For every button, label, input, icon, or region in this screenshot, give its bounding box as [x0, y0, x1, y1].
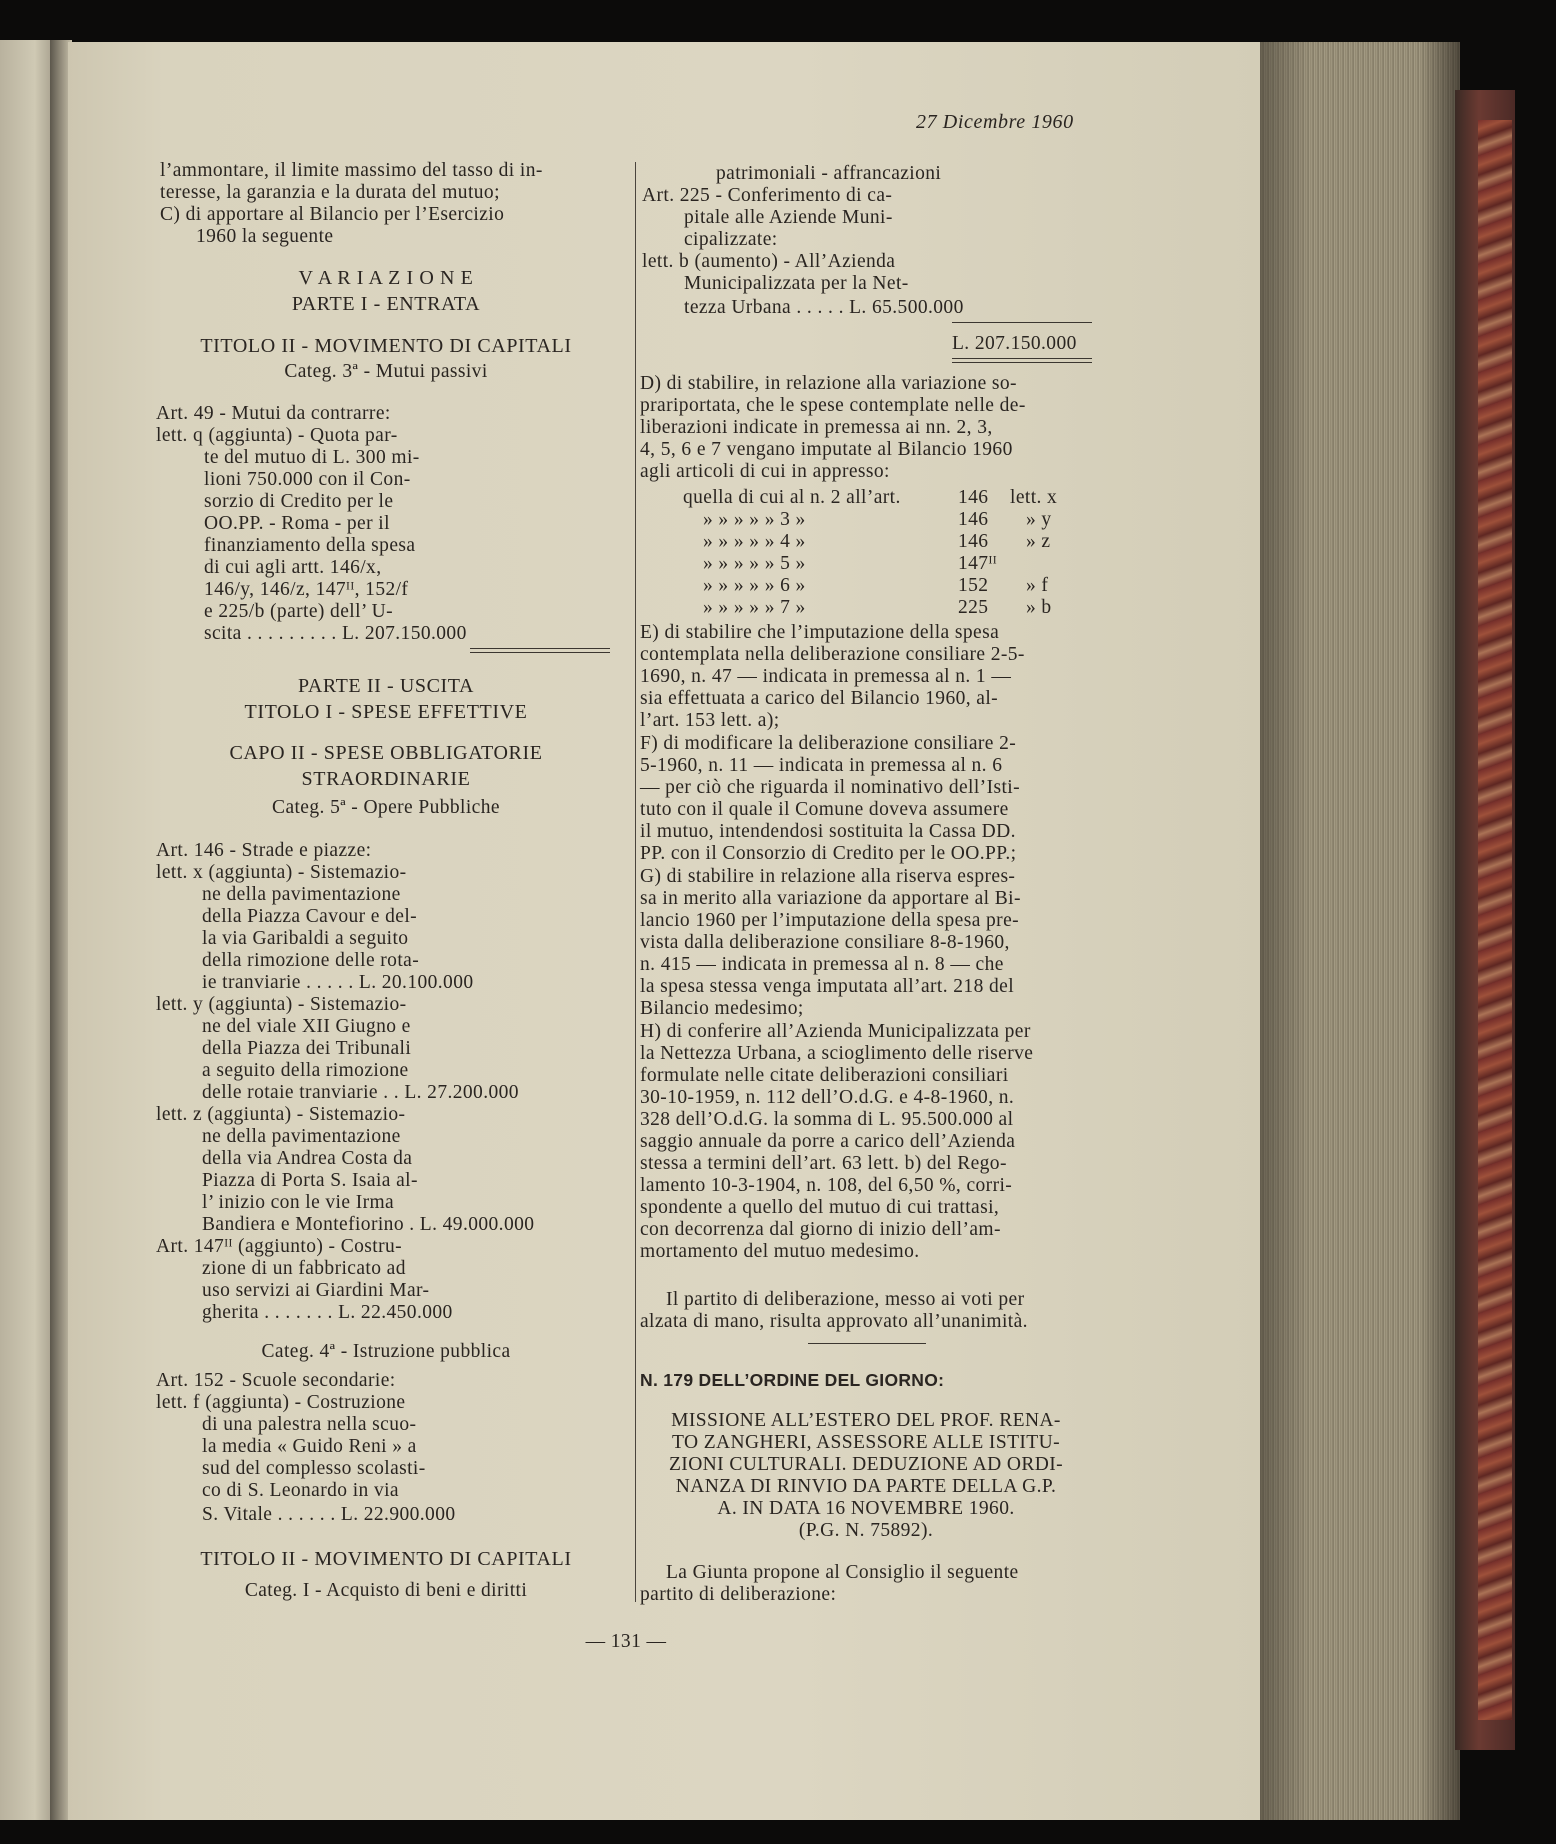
- marbled-cover-edge: [1478, 120, 1512, 1720]
- art-146-amount-line: delle rotaie tranviarie . . L. 27.200.000: [202, 1082, 519, 1103]
- art-146-line: a seguito della rimozione: [202, 1060, 409, 1081]
- titolo-spese-heading: TITOLO I - SPESE EFFETTIVE: [244, 701, 528, 723]
- art-225-line: lett. b (aumento) - All’Azienda: [642, 251, 896, 272]
- paragraph-d: liberazioni indicate in premessa ai nn. 2, 3,: [640, 417, 993, 438]
- art-152-line: co di S. Leonardo in via: [202, 1480, 399, 1501]
- paragraph-d: agli articoli di cui in appresso:: [640, 461, 890, 482]
- art-225-line: pitale alle Aziende Muni-: [684, 207, 893, 228]
- art-146-amount-line: Bandiera e Montefiorino . L. 49.000.000: [202, 1214, 535, 1235]
- paragraph-g: la spesa stessa venga imputata all’art. 218 del: [640, 976, 1015, 997]
- art-146-line: Piazza di Porta S. Isaia al-: [202, 1170, 418, 1191]
- missione-title: TO ZANGHERI, ASSESSORE ALLE ISTITU-: [672, 1432, 1060, 1453]
- art-152-line: di una palestra nella scuo-: [202, 1414, 417, 1435]
- missione-title: MISSIONE ALL’ESTERO DEL PROF. RENA-: [671, 1410, 1061, 1431]
- art-49-line: te del mutuo di L. 300 mi-: [204, 447, 420, 468]
- art-146-line: l’ inizio con le vie Irma: [202, 1192, 395, 1213]
- paragraph-h: con decorrenza dal giorno di inizio dell’am-: [640, 1219, 1001, 1240]
- titolo-capitali-heading-2: TITOLO II - MOVIMENTO DI CAPITALI: [200, 1548, 572, 1570]
- paragraph-d: prariportata, che le spese contemplate nelle de-: [640, 395, 1026, 416]
- table-cell-art: 147ᴵᴵ: [958, 553, 998, 574]
- paragraph-f: — per ciò che riguarda il nominativo dell’Isti-: [640, 777, 1020, 798]
- paragraph-h: 30-10-1959, n. 112 dell’O.d.G. e 4-8-1960, n.: [640, 1087, 1015, 1108]
- table-cell-desc: » » » » » 5 »: [703, 553, 806, 574]
- paragraph-h: 328 dell’O.d.G. la somma di L. 95.500.000 al: [640, 1109, 1014, 1130]
- table-cell-lett: » f: [1026, 575, 1049, 596]
- art-146-line: lett. x (aggiunta) - Sistemazio-: [156, 862, 407, 883]
- art-225-line: patrimoniali - affrancazioni: [716, 163, 942, 184]
- art-146-line: lett. y (aggiunta) - Sistemazio-: [156, 994, 407, 1015]
- table-cell-desc: » » » » » 3 »: [703, 509, 806, 530]
- parte-entrata-heading: PARTE I - ENTRATA: [291, 293, 481, 315]
- art-147-line: zione di un fabbricato ad: [202, 1258, 406, 1279]
- paragraph-g: n. 415 — indicata in premessa al n. 8 — che: [640, 954, 1004, 975]
- art-146-amount-line: ie tranviarie . . . . . L. 20.100.000: [202, 972, 474, 993]
- paragraph-g: Bilancio medesimo;: [640, 998, 804, 1019]
- titolo-capitali-heading: TITOLO II - MOVIMENTO DI CAPITALI: [200, 335, 572, 357]
- categ-acquisto-heading: Categ. I - Acquisto di beni e diritti: [244, 1580, 528, 1601]
- paragraph-h: H) di conferire all’Azienda Municipalizzata per: [640, 1021, 1031, 1042]
- paragraph-h: stessa a termini dell’art. 63 lett. b) del Rego-: [640, 1153, 1007, 1174]
- table-cell-lett: » y: [1026, 509, 1052, 530]
- table-cell-lett: lett. x: [1010, 487, 1058, 508]
- table-cell-desc: quella di cui al n. 2 all’art.: [683, 487, 901, 508]
- parte-uscita-heading: PARTE II - USCITA: [297, 675, 475, 697]
- art-49-line: 146/y, 146/z, 147ᴵᴵ, 152/f: [204, 579, 409, 600]
- paragraph-e: contemplata nella deliberazione consiliare 2-5-: [640, 644, 1025, 665]
- intro-line: l’ammontare, il limite massimo del tasso di in-: [160, 160, 543, 181]
- art-146-line: della Piazza Cavour e del-: [202, 906, 418, 927]
- paragraph-e: l’art. 153 lett. a);: [640, 710, 780, 731]
- paragraph-e: sia effettuata a carico del Bilancio 1960, al-: [640, 688, 999, 709]
- table-cell-desc: » » » » » 7 »: [703, 597, 806, 618]
- paragraph-f: PP. con il Consorzio di Credito per le OO.PP.;: [640, 843, 1017, 864]
- section-divider: [808, 1343, 926, 1344]
- intro-line: teresse, la garanzia e la durata del mutuo;: [160, 182, 500, 203]
- art-146-line: ne del viale XII Giugno e: [202, 1016, 411, 1037]
- missione-title: NANZA DI RINVIO DA PARTE DELLA G.P.: [675, 1476, 1057, 1497]
- art-152-line: Art. 152 - Scuole secondarie:: [156, 1370, 396, 1391]
- art-49-line: di cui agli artt. 146/x,: [204, 557, 382, 578]
- missione-title: ZIONI CULTURALI. DEDUZIONE AD ORDI-: [668, 1454, 1064, 1475]
- giunta-line: La Giunta propone al Consiglio il seguente: [666, 1562, 1019, 1583]
- table-cell-desc: » » » » » 4 »: [703, 531, 806, 552]
- table-cell-lett: » z: [1026, 531, 1051, 552]
- paragraph-d: D) di stabilire, in relazione alla variazione so-: [640, 373, 1017, 394]
- paragraph-h: saggio annuale da porre a carico dell’Azienda: [640, 1131, 1016, 1152]
- paragraph-h: lamento 10-3-1904, n. 108, del 6,50 %, corri-: [640, 1175, 1013, 1196]
- table-cell-art: 152: [958, 575, 989, 596]
- table-cell-art: 225: [958, 597, 989, 618]
- table-cell-art: 146: [958, 531, 989, 552]
- intro-line: C) di apportare al Bilancio per l’Esercizio: [160, 204, 505, 225]
- art-152-amount-line: S. Vitale . . . . . . L. 22.900.000: [202, 1504, 456, 1525]
- paragraph-f: tuto con il quale il Comune doveva assumere: [640, 799, 1009, 820]
- table-cell-lett: » b: [1026, 597, 1052, 618]
- art-49-line: lioni 750.000 con il Con-: [204, 469, 411, 490]
- paragraph-f: il mutuo, intendendosi sostituita la Cassa DD.: [640, 821, 1016, 842]
- paragraph-f: F) di modificare la deliberazione consiliare 2-: [640, 733, 1017, 754]
- paragraph-g: vista dalla deliberazione consiliare 8-8-1960,: [640, 932, 1010, 953]
- paragraph-e: 1690, n. 47 — indicata in premessa al n. 1 —: [640, 666, 1012, 687]
- paragraph-g: sa in merito alla variazione da apportare al Bi-: [640, 888, 1021, 909]
- ordine-del-giorno-heading: N. 179 DELL’ORDINE DEL GIORNO:: [640, 1370, 945, 1390]
- page-date: 27 Dicembre 1960: [916, 111, 1074, 133]
- art-49-line: sorzio di Credito per le: [204, 491, 394, 512]
- paragraph-h: formulate nelle citate deliberazioni consiliari: [640, 1065, 1009, 1086]
- art-147-amount-line: gherita . . . . . . . L. 22.450.000: [202, 1302, 453, 1323]
- art-49-amount-line: scita . . . . . . . . . L. 207.150.000: [204, 623, 467, 644]
- art-49-line: finanziamento della spesa: [204, 535, 416, 556]
- missione-title: (P.G. N. 75892).: [798, 1520, 934, 1541]
- art-225-line: Art. 225 - Conferimento di ca-: [642, 185, 893, 206]
- column-divider: [635, 162, 636, 1602]
- paragraph-h: mortamento del mutuo medesimo.: [640, 1241, 920, 1262]
- categ-istruzione-heading: Categ. 4ª - Istruzione pubblica: [261, 1341, 511, 1362]
- art-49-line: Art. 49 - Mutui da contrarre:: [156, 403, 391, 424]
- table-cell-desc: » » » » » 6 »: [703, 575, 806, 596]
- art-147-line: uso servizi ai Giardini Mar-: [202, 1280, 430, 1301]
- variazione-title: V A R I A Z I O N E: [298, 267, 474, 289]
- partito-line: alzata di mano, risulta approvato all’unanimità.: [640, 1311, 1028, 1332]
- art-146-line: della via Andrea Costa da: [202, 1148, 413, 1169]
- paragraph-g: G) di stabilire in relazione alla riserva espres-: [640, 866, 1016, 887]
- art-152-line: la media « Guido Reni » a: [202, 1436, 417, 1457]
- table-cell-art: 146: [958, 509, 989, 530]
- paragraph-h: la Nettezza Urbana, a scioglimento delle riserve: [640, 1043, 1034, 1064]
- art-146-line: ne della pavimentazione: [202, 1126, 401, 1147]
- art-49-line: e 225/b (parte) dell’ U-: [204, 601, 393, 622]
- art-225-amount-line: tezza Urbana . . . . . L. 65.500.000: [684, 297, 964, 318]
- paragraph-h: spondente a quello del mutuo di cui trattasi,: [640, 1197, 1000, 1218]
- art-225-line: cipalizzate:: [684, 229, 778, 250]
- paragraph-f: 5-1960, n. 11 — indicata in premessa al n. 6: [640, 755, 1003, 776]
- art-146-line: la via Garibaldi a seguito: [202, 928, 409, 949]
- art-146-line: della Piazza dei Tribunali: [202, 1038, 412, 1059]
- table-cell-art: 146: [958, 487, 989, 508]
- intro-line: 1960 la seguente: [196, 226, 334, 247]
- partito-line: Il partito di deliberazione, messo ai voti per: [666, 1289, 1025, 1310]
- total-amount: L. 207.150.000: [952, 333, 1077, 354]
- art-146-line: lett. z (aggiunta) - Sistemazio-: [156, 1104, 406, 1125]
- art-152-line: lett. f (aggiunta) - Costruzione: [156, 1392, 406, 1413]
- paragraph-d: 4, 5, 6 e 7 vengano imputate al Bilancio 1960: [640, 439, 1013, 460]
- paragraph-e: E) di stabilire che l’imputazione della spesa: [640, 622, 1000, 643]
- art-225-line: Municipalizzata per la Net-: [684, 273, 909, 294]
- art-146-line: ne della pavimentazione: [202, 884, 401, 905]
- art-146-line: della rimozione delle rota-: [202, 950, 420, 971]
- page-number: — 131 —: [585, 1631, 667, 1652]
- capo-heading: STRAORDINARIE: [301, 768, 471, 790]
- art-146-line: Art. 146 - Strade e piazze:: [156, 840, 372, 861]
- art-152-line: sud del complesso scolasti-: [202, 1458, 426, 1479]
- capo-heading: CAPO II - SPESE OBBLIGATORIE: [229, 742, 543, 764]
- art-49-line: lett. q (aggiunta) - Quota par-: [156, 425, 398, 446]
- paragraph-g: lancio 1960 per l’imputazione della spesa pre-: [640, 910, 1020, 931]
- art-49-line: OO.PP. - Roma - per il: [204, 513, 390, 534]
- categ-mutui-heading: Categ. 3ª - Mutui passivi: [284, 361, 488, 382]
- giunta-line: partito di deliberazione:: [640, 1584, 837, 1605]
- art-147-line: Art. 147ᴵᴵ (aggiunto) - Costru-: [156, 1236, 403, 1257]
- categ-opere-heading: Categ. 5ª - Opere Pubbliche: [272, 797, 500, 818]
- missione-title: A. IN DATA 16 NOVEMBRE 1960.: [717, 1498, 1015, 1519]
